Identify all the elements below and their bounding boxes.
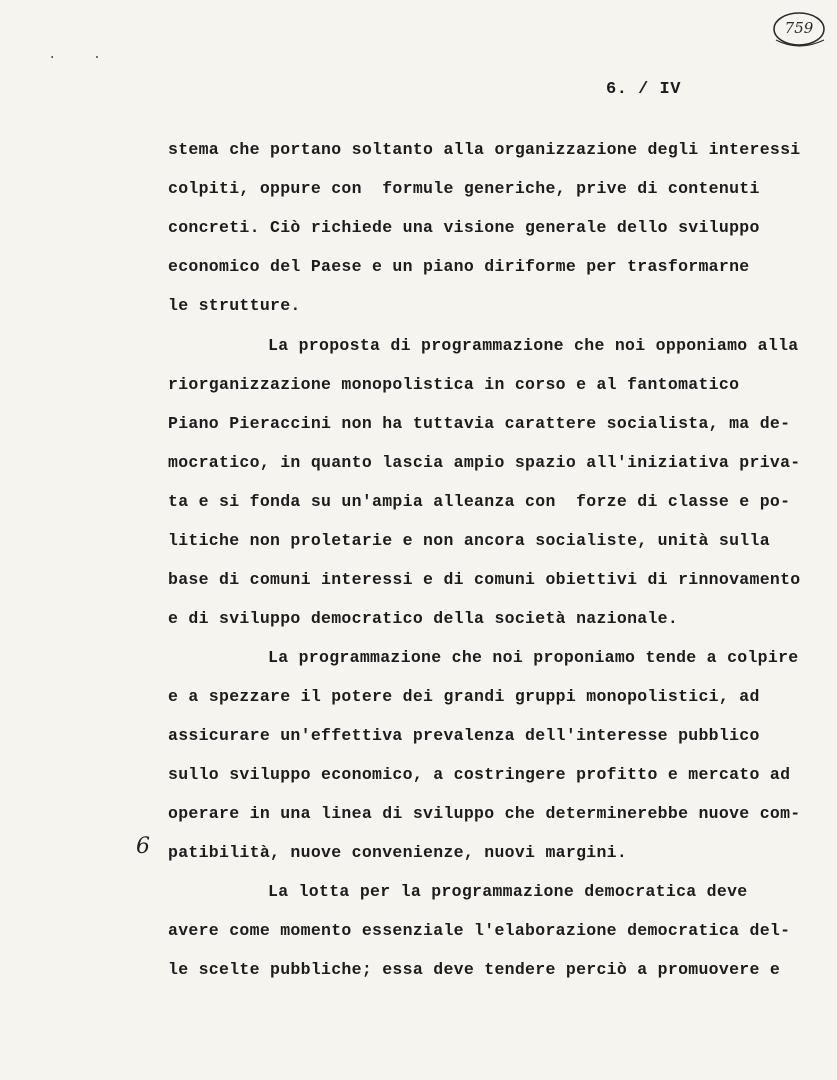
text-line: concreti. Ciò richiede una visione generale dello sviluppo xyxy=(168,218,760,237)
text-line: economico del Paese e un piano diriforme per trasformarne xyxy=(168,257,750,276)
text-line: mocratico, in quanto lascia ampio spazio all'iniziativa priva- xyxy=(168,453,801,472)
text-line: stema che portano soltanto alla organizzazione degli interessi xyxy=(168,140,801,159)
text-line: operare in una linea di sviluppo che determinerebbe nuove com- xyxy=(168,804,801,823)
text-line: ta e si fonda su un'ampia alleanza con forze di classe e po- xyxy=(168,492,791,511)
text-line: La lotta per la programmazione democratica deve xyxy=(268,882,748,901)
text-line: avere come momento essenziale l'elaborazione democratica del- xyxy=(168,921,791,940)
archive-stamp xyxy=(770,10,828,50)
text-line: assicurare un'effettiva prevalenza dell'interesse pubblico xyxy=(168,726,760,745)
text-line: e a spezzare il potere dei grandi gruppi monopolistici, ad xyxy=(168,687,760,706)
text-line: Piano Pieraccini non ha tuttavia carattere socialista, ma de- xyxy=(168,414,791,433)
scan-specks: · · xyxy=(48,50,116,66)
text-line: sullo sviluppo economico, a costringere profitto e mercato ad xyxy=(168,765,791,784)
text-line: patibilità, nuove convenienze, nuovi margini. xyxy=(168,843,628,862)
text-line: litiche non proletarie e non ancora socialiste, unità sulla xyxy=(168,531,770,550)
text-line: La proposta di programmazione che noi opponiamo alla xyxy=(268,336,799,355)
text-line: e di sviluppo democratico della società nazionale. xyxy=(168,609,679,628)
text-line: le strutture. xyxy=(168,296,301,315)
handwritten-margin-note: 6 xyxy=(136,834,150,859)
page-number: 6. / IV xyxy=(606,80,681,99)
text-line: riorganizzazione monopolistica in corso e al fantomatico xyxy=(168,375,740,394)
text-line: La programmazione che noi proponiamo tende a colpire xyxy=(268,648,799,667)
stamp-number: 759 xyxy=(784,19,814,37)
text-line: colpiti, oppure con formule generiche, prive di contenuti xyxy=(168,179,760,198)
text-line: le scelte pubbliche; essa deve tendere perciò a promuovere e xyxy=(168,960,781,979)
text-line: base di comuni interessi e di comuni obiettivi di rinnovamento xyxy=(168,570,801,589)
